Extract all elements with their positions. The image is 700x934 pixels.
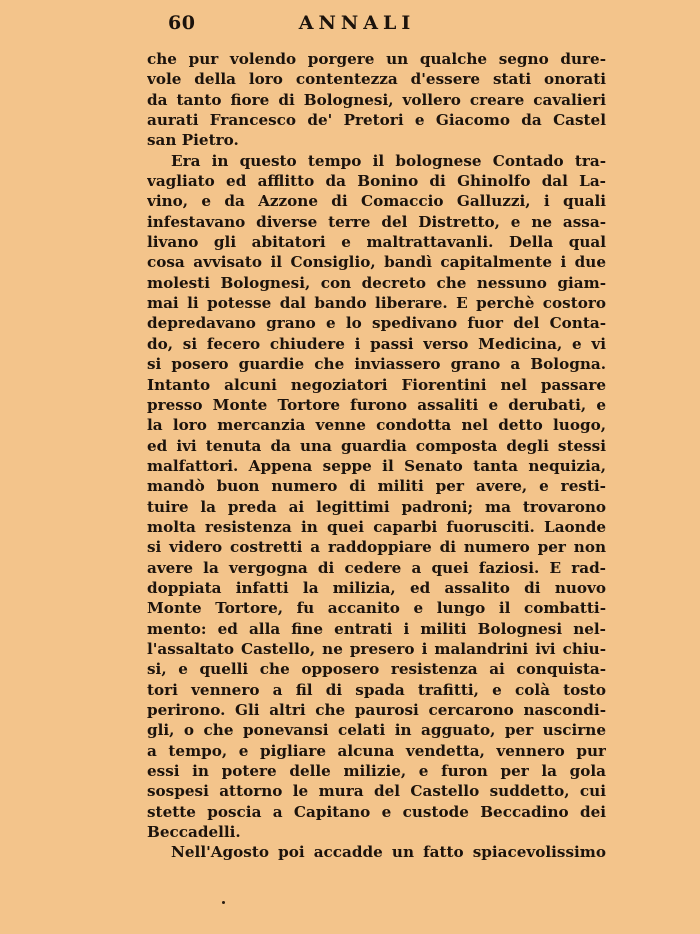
text-line: Intanto alcuni negoziatori Fiorentini nel passare [147, 375, 606, 394]
text-line: gli, o che ponevansi celati in agguato, per uscirne [147, 721, 606, 740]
text-line: mandò buon numero di militi per avere, e resti- [147, 477, 606, 496]
text-line: mai li potesse dal bando liberare. E perchè costoro [147, 294, 606, 313]
text-line: tuire la preda ai legittimi padroni; ma trovarono [147, 497, 606, 516]
text-line: depredavano grano e lo spedivano fuor del Conta- [147, 314, 606, 333]
text-line: la loro mercanzia venne condotta nel detto luogo, [147, 416, 606, 435]
text-line: do, si fecero chiudere i passi verso Medicina, e vi [147, 334, 606, 353]
body-text [147, 49, 606, 863]
text-line: ed ivi tenuta da una guardia composta degli stessi [147, 436, 606, 455]
text-line: molta resistenza in quei caparbi fuorusciti. Laonde [147, 517, 606, 536]
running-title: ANNALI [298, 12, 416, 34]
text-line: Era in questo tempo il bolognese Contado tra- [171, 151, 606, 170]
text-line: vino, e da Azzone di Comaccio Galluzzi, i quali [147, 192, 606, 211]
text-line: molesti Bolognesi, con decreto che nessuno giam- [147, 273, 606, 292]
text-line: cosa avvisato il Consiglio, bandì capitalmente i due [147, 253, 606, 272]
text-line: Nell'Agosto poi accadde un fatto spiacevolissimo [171, 843, 606, 862]
text-line: che pur volendo porgere un qualche segno dure- [147, 50, 606, 68]
text-line: l'assaltato Castello, ne presero i malandrini ivi chiu- [147, 639, 606, 658]
text-line: vole della loro contentezza d'essere stati onorati [147, 70, 606, 89]
text-line: si videro costretti a raddoppiare di numero per non [147, 538, 606, 557]
text-line: tori vennero a fil di spada trafitti, e colà tosto [147, 680, 606, 699]
text-line: vagliato ed afflitto da Bonino di Ghinolfo dal La- [147, 172, 606, 191]
text-line: si posero guardie che inviassero grano a Bologna. [147, 355, 606, 374]
text-line: sospesi attorno le mura del Castello suddetto, cui [147, 782, 606, 801]
page-number: 60 [168, 12, 196, 34]
text-line: presso Monte Tortore furono assaliti e derubati, e [147, 395, 606, 414]
text-line: doppiata infatti la milizia, ed assalito di nuovo [147, 578, 606, 597]
text-line: a tempo, e pigliare alcuna vendetta, vennero pur [147, 741, 606, 760]
text-line: si, e quelli che opposero resistenza ai conquista- [147, 660, 606, 679]
text-line: perirono. Gli altri che paurosi cercarono nascondi- [147, 701, 606, 719]
text-line: Monte Tortore, fu accanito e lungo il combatti- [147, 599, 606, 618]
text-line: avere la vergogna di cedere a quei faziosi. E rad- [147, 558, 606, 577]
text-line: da tanto fiore di Bolognesi, vollero creare cavalieri [147, 90, 606, 109]
text-line: essi in potere delle milizie, e furon per la gola [147, 762, 606, 781]
text-line: Beccadelli. [147, 823, 241, 842]
text-line: mento: ed alla fine entrati i militi Bolognesi nel- [147, 619, 606, 638]
text-line: stette poscia a Capitano e custode Beccadino dei [147, 802, 606, 821]
text-line: livano gli abitatori e maltrattavanli. Della qual [147, 233, 606, 252]
text-line: infestavano diverse terre del Distretto, e ne assa- [147, 212, 606, 231]
text-line: aurati Francesco de' Pretori e Giacomo da Castel [147, 111, 606, 130]
text-line: malfattori. Appena seppe il Senato tanta nequizia, [147, 456, 606, 475]
text-line: san Pietro. [147, 131, 239, 150]
ink-speck [222, 901, 225, 904]
